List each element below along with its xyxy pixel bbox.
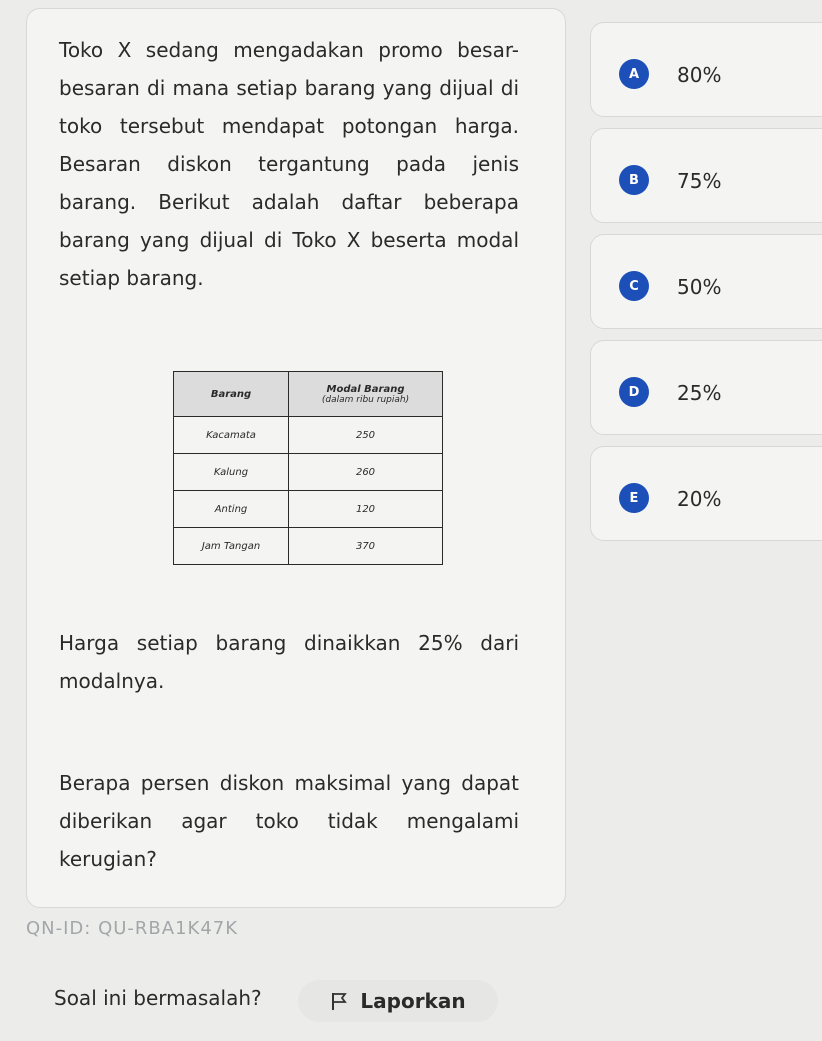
- table-row: [174, 454, 443, 491]
- option-letter-badge: D: [619, 377, 649, 407]
- option-letter-badge: B: [619, 165, 649, 195]
- option-text: 25%: [677, 381, 722, 405]
- header-modal: [289, 372, 443, 417]
- option-text: 80%: [677, 63, 722, 87]
- table-header-row: [174, 372, 443, 417]
- option-a[interactable]: [590, 22, 822, 117]
- option-text: 20%: [677, 487, 722, 511]
- option-d[interactable]: [590, 340, 822, 435]
- option-letter-badge: C: [619, 271, 649, 301]
- table-row: [174, 528, 443, 565]
- report-question-text: Soal ini bermasalah?: [54, 986, 262, 1010]
- table-row: [174, 417, 443, 454]
- option-text: 75%: [677, 169, 722, 193]
- cell-value: 250: [289, 417, 443, 454]
- report-button[interactable]: [298, 980, 498, 1022]
- cell-item: Kalung: [174, 454, 289, 491]
- cell-value: 260: [289, 454, 443, 491]
- header-barang: Barang: [174, 372, 289, 417]
- question-intro: Toko X sedang mengadakan promo besar-besaran di mana setiap barang yang dijual di toko tersebut mendapat potongan harga. Besaran diskon tergantung pada jenis barang. Berikut adalah daftar beberapa barang yang dijual di Toko X beserta modal setiap barang.: [59, 38, 519, 290]
- option-letter-badge: E: [619, 483, 649, 513]
- modal-table: [173, 371, 443, 565]
- cell-value: 370: [289, 528, 443, 565]
- option-b[interactable]: [590, 128, 822, 223]
- question-card: [26, 8, 566, 908]
- question-footnote: Harga setiap barang dinaikkan 25% dari modalnya.: [59, 631, 519, 693]
- question-id: QN-ID: QU-RBA1K47K: [26, 918, 239, 939]
- header-modal-unit: (dalam ribu rupiah): [321, 394, 410, 405]
- cell-item: Kacamata: [174, 417, 289, 454]
- option-e[interactable]: [590, 446, 822, 541]
- flag-icon: [330, 991, 348, 1011]
- option-text: 50%: [677, 275, 722, 299]
- option-letter-badge: A: [619, 59, 649, 89]
- option-c[interactable]: [590, 234, 822, 329]
- cell-value: 120: [289, 491, 443, 528]
- cell-item: Anting: [174, 491, 289, 528]
- header-modal-title: Modal Barang: [326, 383, 405, 395]
- cell-item: Jam Tangan: [174, 528, 289, 565]
- question-prompt: Berapa persen diskon maksimal yang dapat diberikan agar toko tidak mengalami kerugian?: [59, 771, 519, 871]
- table-row: [174, 491, 443, 528]
- report-button-label: Laporkan: [360, 989, 466, 1013]
